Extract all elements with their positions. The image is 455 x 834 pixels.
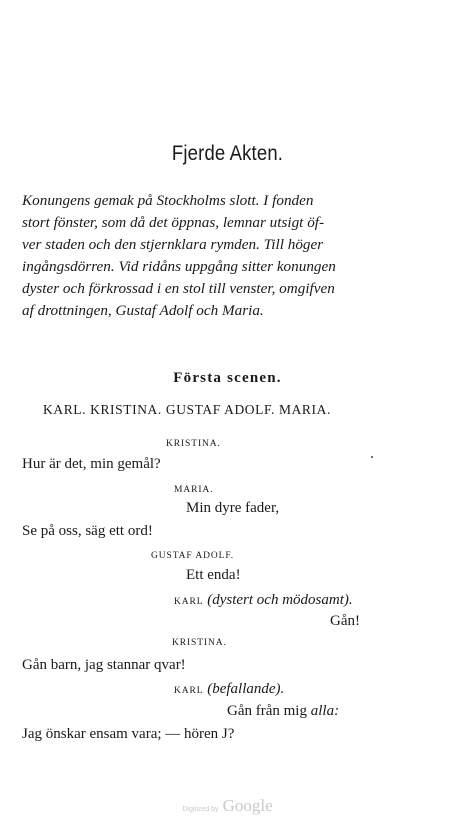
stage-direction-line: Konungens gemak på Stockholms slott. I fonden xyxy=(22,192,314,209)
speaker-karl: KARL xyxy=(174,686,204,696)
stage-direction-line: ingångsdörren. Vid ridåns uppgång sitter konungen xyxy=(22,258,336,275)
speaker-karl-with-direction xyxy=(174,681,284,698)
dialogue-line: Se på oss, säg ett ord! xyxy=(22,523,153,539)
stage-direction-line: af drottningen, Gustaf Adolf och Maria. xyxy=(22,302,264,319)
dialogue-line: Ett enda! xyxy=(186,567,241,583)
speaker-karl-with-direction xyxy=(174,592,353,609)
stage-direction-inline: (befallande). xyxy=(207,681,285,697)
cast-list: KARL. KRISTINA. GUSTAF ADOLF. MARIA. xyxy=(43,402,331,417)
dialogue-line xyxy=(227,703,339,720)
act-title: Fjerde Akten. xyxy=(171,142,284,165)
stage-direction-inline: (dystert och mödosamt). xyxy=(207,592,353,608)
speaker-kristina: KRISTINA. xyxy=(166,439,221,449)
speaker-gustaf-adolf: GUSTAF ADOLF. xyxy=(151,551,235,561)
ink-dot xyxy=(371,456,373,458)
dialogue-line: Hur är det, min gemål? xyxy=(22,456,161,472)
watermark-logo-text: Google xyxy=(222,796,273,815)
dialogue-line: Min dyre fader, xyxy=(186,500,280,516)
stage-direction xyxy=(22,190,394,322)
dialogue-text: Gån från mig xyxy=(227,703,311,719)
dialogue-emphasis: alla: xyxy=(310,703,340,719)
stage-direction-line: dyster och förkrossad i en stol till venster, omgifven xyxy=(22,280,335,297)
dialogue-line: Gån barn, jag stannar qvar! xyxy=(22,657,186,673)
dialogue-line: Jag önskar ensam vara; — hören J? xyxy=(22,726,235,742)
stage-direction-line: stort fönster, som då det öppnas, lemnar utsigt öf- xyxy=(22,214,325,231)
stage-direction-line: ver staden och den stjernklara rymden. Till höger xyxy=(22,236,324,253)
scene-title: Första scenen. xyxy=(173,370,282,386)
speaker-maria: MARIA. xyxy=(174,485,214,495)
watermark-small-text: Digitized by xyxy=(182,806,219,813)
speaker-karl: KARL xyxy=(174,597,204,607)
speaker-kristina: KRISTINA. xyxy=(172,638,227,648)
dialogue-line: Gån! xyxy=(330,613,360,629)
digitization-watermark xyxy=(0,796,455,816)
